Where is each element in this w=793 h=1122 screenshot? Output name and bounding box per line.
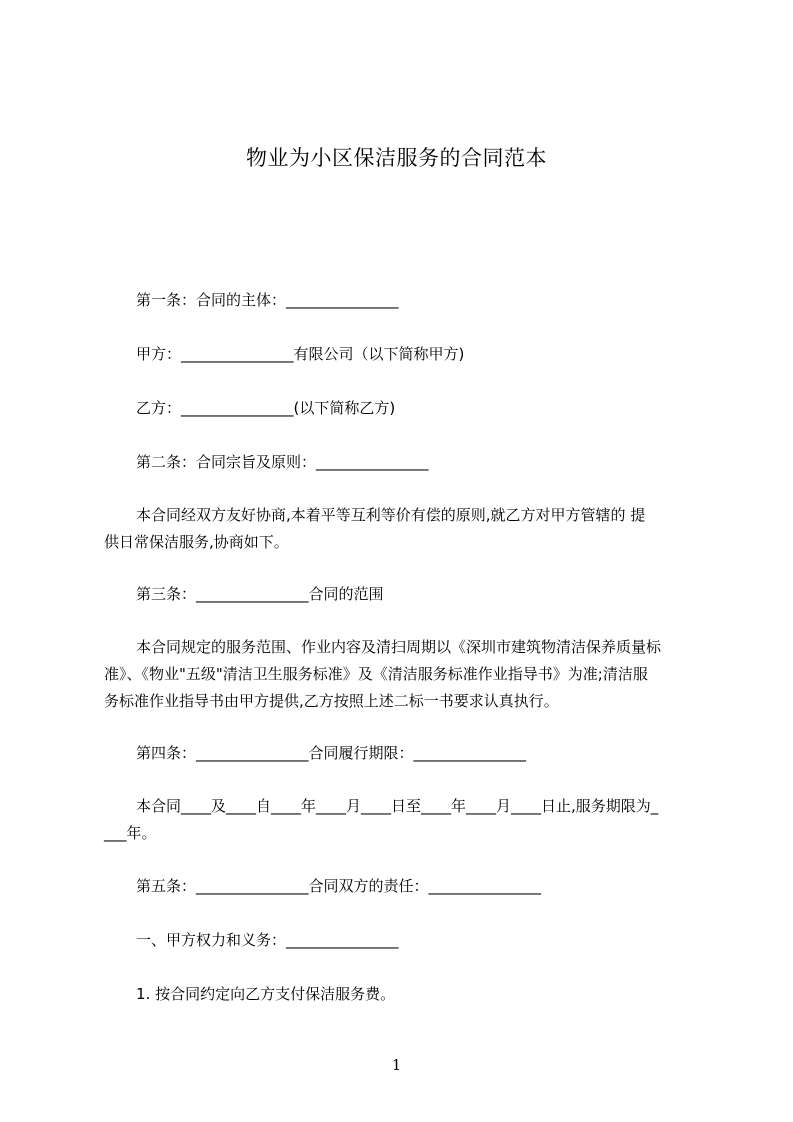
paragraph-2-line-1: 本合同经双方友好协商,本着平等互利等价有偿的原则,就乙方对甲方管辖的 提 [136, 506, 646, 524]
article-3-heading: 第三条：_______________合同的范围 [136, 585, 384, 603]
document-title: 物业为小区保洁服务的合同范本 [246, 146, 547, 170]
page-number: 1 [391, 1056, 402, 1074]
item-1-line: 1. 按合同约定向乙方支付保洁服务费。 [136, 985, 396, 1003]
article-1-heading: 第一条：合同的主体：_______________ [136, 291, 399, 309]
paragraph-3-line-2: 准》、《物业"五级"清洁卫生服务标准》及《清洁服务标准作业指导书》为准;清洁服 [104, 665, 648, 683]
paragraph-4-line-1: 本合同____及____自____年____月____日至____年____月____日止,服务期限为_ [136, 797, 659, 815]
paragraph-2-line-2: 供日常保洁服务,协商如下。 [104, 533, 289, 551]
article-4-heading: 第四条：_______________合同履行期限：_______________ [136, 744, 527, 762]
party-a-line: 甲方：_______________有限公司（以下简称甲方) [136, 345, 465, 363]
article-2-heading: 第二条：合同宗旨及原则：_______________ [136, 453, 429, 471]
paragraph-3-line-1: 本合同规定的服务范围、作业内容及清扫周期以《深圳市建筑物清洁保养质量标 [136, 638, 662, 656]
article-5-heading: 第五条：_______________合同双方的责任：_______________ [136, 877, 542, 895]
section-1-heading: 一、甲方权力和义务：_______________ [136, 931, 399, 949]
paragraph-3-line-3: 务标准作业指导书由甲方提供,乙方按照上述二标一书要求认真执行。 [104, 692, 559, 710]
paragraph-4-line-2: ___年。 [104, 824, 157, 842]
party-b-line: 乙方：_______________(以下简称乙方) [136, 399, 396, 417]
